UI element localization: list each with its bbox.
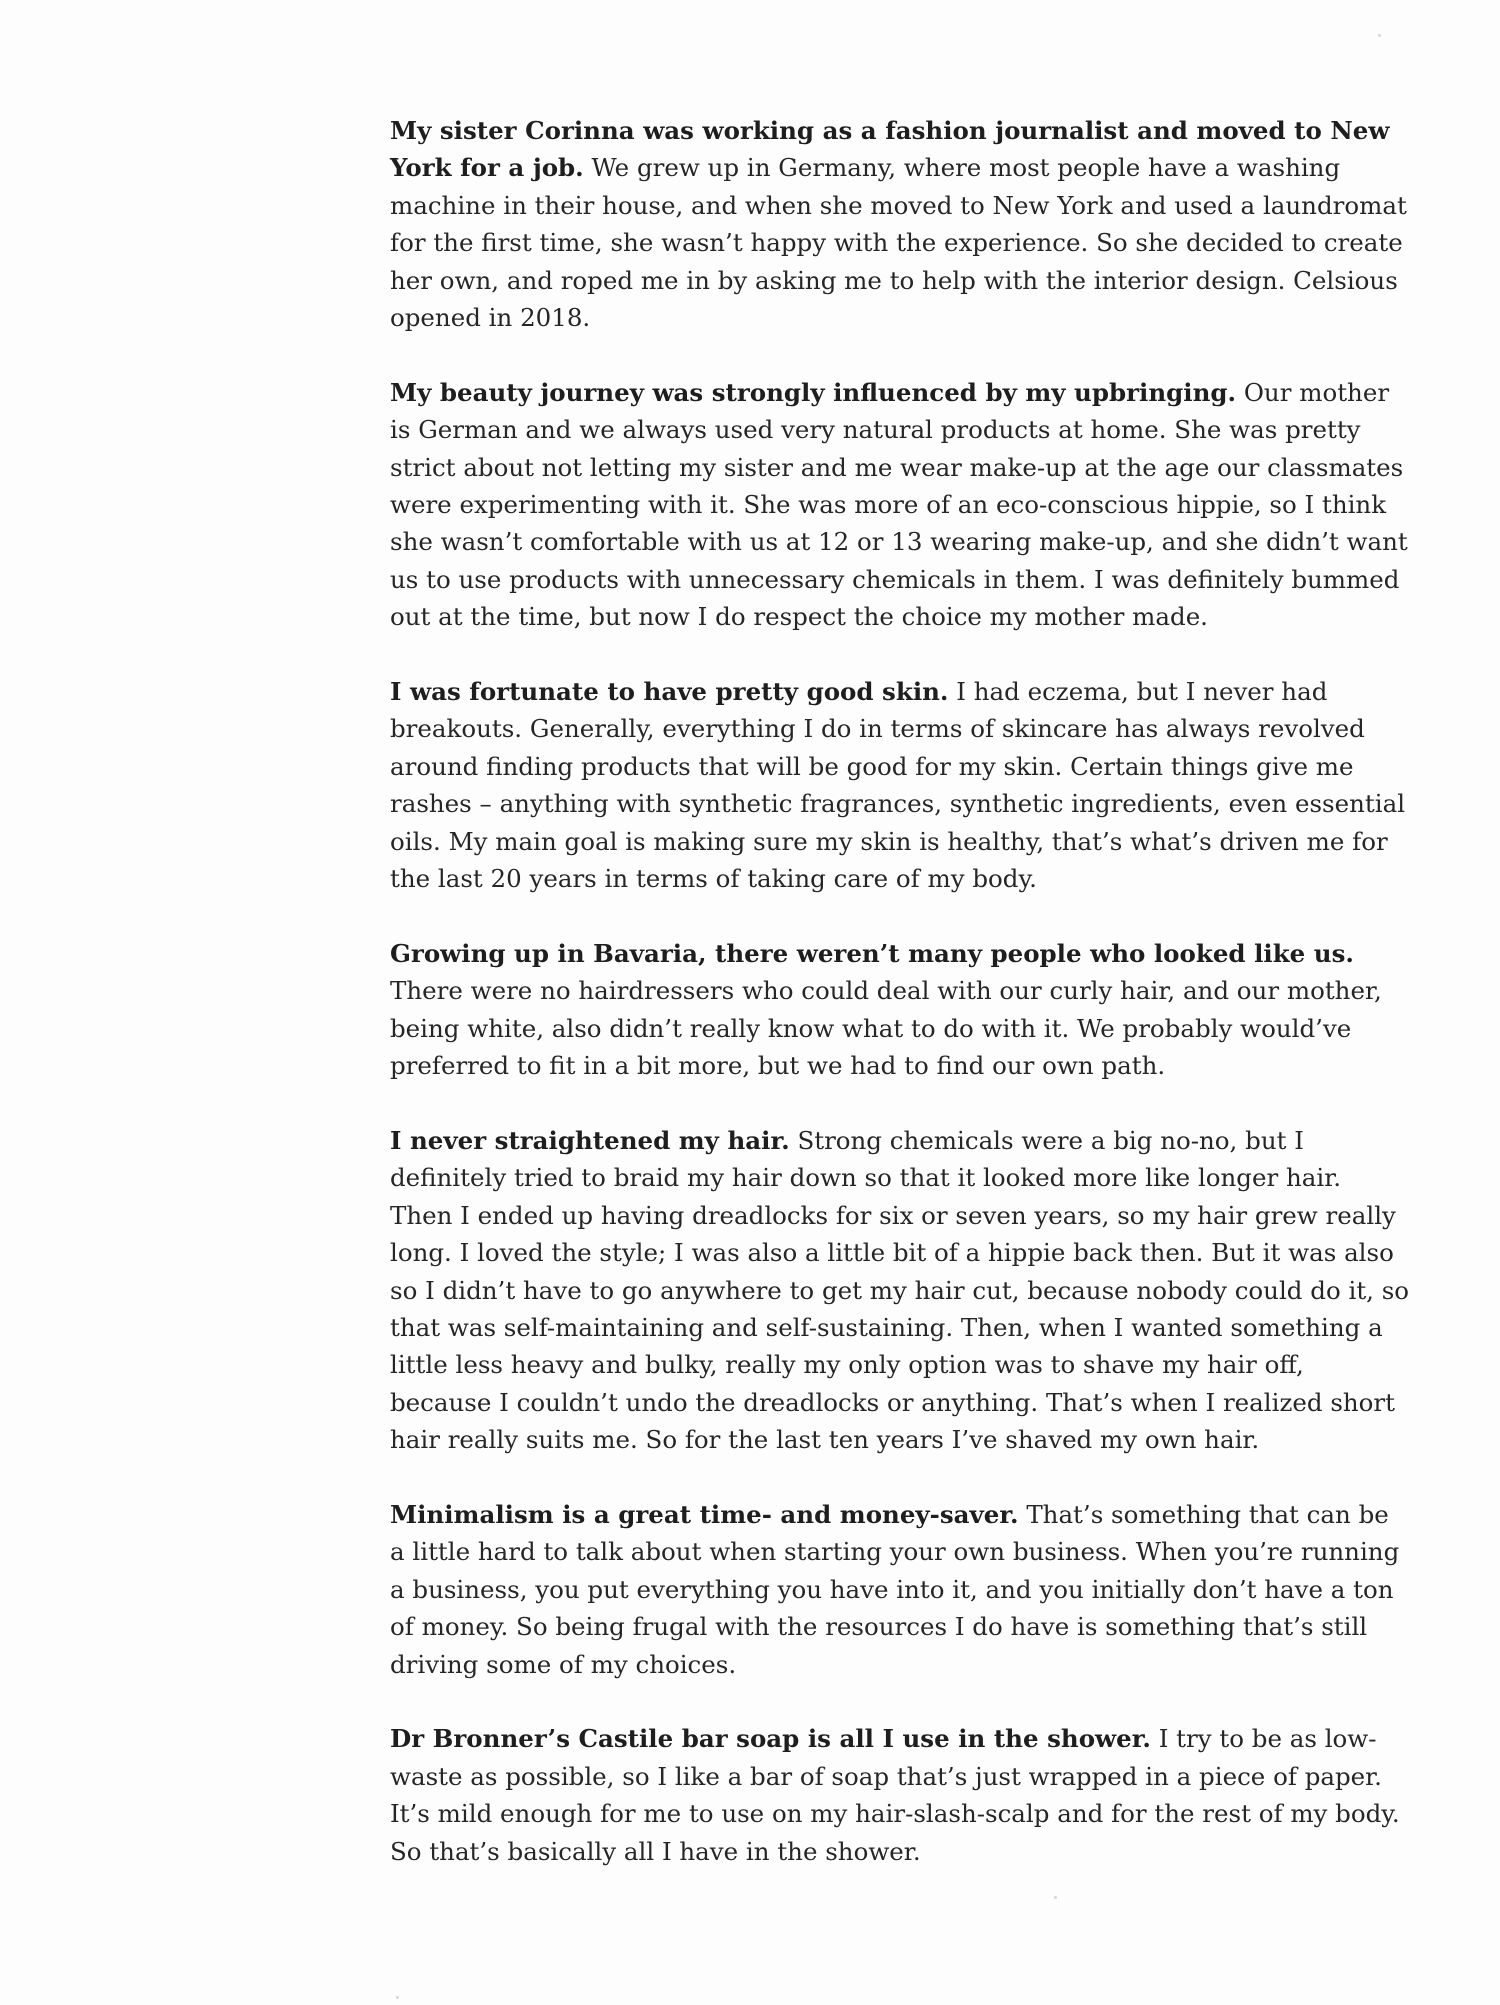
paragraph-minimalism [390,1496,1410,1683]
paragraph-text: Strong chemicals were a big no-no, but I definitely tried to braid my hair down so that it looked more like longer hair. Then I ended up having dreadlocks for six or seven years, so my hair grew really long. I loved the style; I was also a little bit of a hippie back then. But it was also so I didn’t have to go anywhere to get my hair cut, because nobody could do it, so that was self-maintaining and self-sustaining. Then, when I wanted something a little less heavy and bulky, really my only option was to shave my hair off, because I couldn’t undo the dreadlocks or anything. That’s when I realized short hair really suits me. So for the last ten years I’ve shaved my own hair. [390,1125,1410,1455]
paragraph-lead: Minimalism is a great time- and money-saver. [390,1499,1019,1529]
paragraph-bar-soap [390,1720,1410,1870]
paragraph-lead: My beauty journey was strongly influenced by my upbringing. [390,377,1237,407]
paragraph-text: That’s something that can be a little hard to talk about when starting your own business. When you’re running a business, you put everything you have into it, and you initially don’t have a ton of money. So being frugal with the resources I do have is something that’s still driving some of my choices. [390,1499,1400,1679]
paragraph-hair [390,1122,1410,1459]
paragraph-beauty-journey [390,374,1410,636]
scan-speck [396,1996,399,1999]
paragraph-sister-corinna [390,112,1410,336]
paragraph-text: I try to be as low-waste as possible, so I like a bar of soap that’s just wrapped in a piece of paper. It’s mild enough for me to use on my hair-slash-scalp and for the rest of my body. So that’s basically all I have in the shower. [390,1724,1400,1866]
article-body [390,112,1410,1907]
paragraph-text: There were no hairdressers who could deal with our curly hair, and our mother, being white, also didn’t really know what to do with it. We probably would’ve preferred to fit in a bit more, but we had to find our own path. [390,976,1382,1081]
paragraph-lead: My sister Corinna was working as a fashion journalist and moved to New York for a job. [390,116,1390,183]
paragraph-text: Our mother is German and we always used very natural products at home. She was pretty strict about not letting my sister and me wear make-up at the age our classmates were experimenting with it. She was more of an eco-conscious hippie, so I think she wasn’t comfortable with us at 12 or 13 wearing make-up, and she didn’t want us to use products with unnecessary chemicals in them. I was definitely bummed out at the time, but now I do respect the choice my mother made. [390,377,1408,632]
scan-speck [1378,34,1381,37]
paragraph-text: I had eczema, but I never had breakouts. Generally, everything I do in terms of skincare has always revolved around finding products that will be good for my skin. Certain things give me rashes – anything with synthetic fragrances, synthetic ingredients, even essential oils. My main goal is making sure my skin is healthy, that’s what’s driven me for the last 20 years in terms of taking care of my body. [390,677,1406,894]
paragraph-lead: I never straightened my hair. [390,1125,790,1155]
paragraph-lead: Growing up in Bavaria, there weren’t many people who looked like us. [390,938,1354,968]
paragraph-text: We grew up in Germany, where most people have a washing machine in their house, and when she moved to New York and used a laundromat for the first time, she wasn’t happy with the experience. So she decided to create her own, and roped me in by asking me to help with the interior design. Celsious opened in 2018. [390,153,1407,333]
paragraph-lead: I was fortunate to have pretty good skin. [390,677,949,707]
paragraph-bavaria [390,935,1410,1085]
paragraph-lead: Dr Bronner’s Castile bar soap is all I use in the shower. [390,1724,1151,1754]
paragraph-good-skin [390,673,1410,897]
